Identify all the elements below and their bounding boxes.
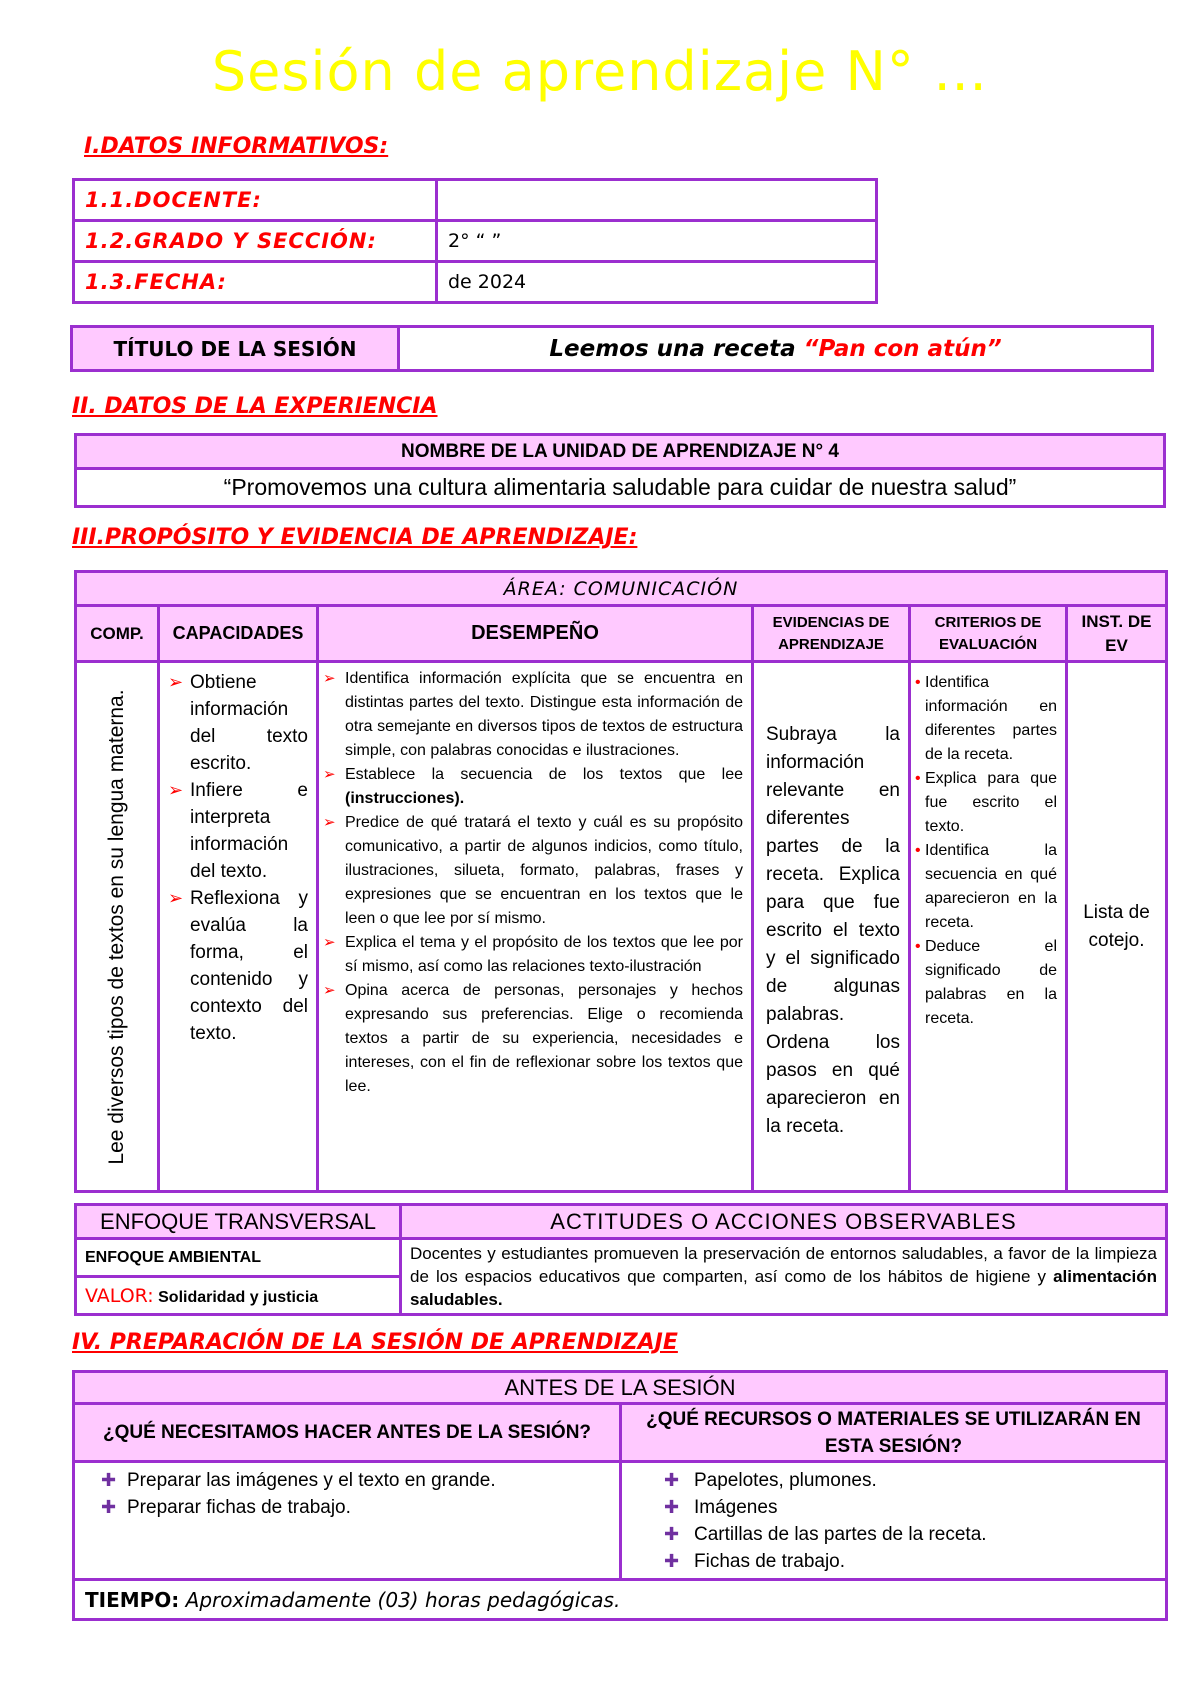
criterio-item: • Identifica información en diferentes partes de la receta. (915, 671, 1057, 767)
tiempo-cell (74, 1580, 1167, 1620)
desempeno-item: ➢ Identifica información explícita que se encuentra en distintas partes del texto. Distingue esta información de otra semejante en diversos tipos de textos de estructura simple, con palabras conocidas e ilustraciones. (323, 667, 743, 763)
valor-value: Solidaridad y justicia (158, 1288, 319, 1306)
evidencia-text: Subraya la información relevante en diferentes partes de la receta. Explica para que fue escrito el texto y el significado de algunas palabras. Ordena los pasos en qué aparecieron en la receta. (766, 724, 900, 1137)
session-title-table (70, 325, 1154, 372)
bullet-icon: • (915, 842, 921, 859)
col2-item: ✚ Imágenes (664, 1494, 1165, 1521)
fecha-label: 1.3.FECHA: (74, 262, 437, 303)
tiempo-label: TIEMPO: (85, 1587, 180, 1612)
col-capacidades: CAPACIDADES (159, 606, 318, 662)
bullet-icon: • (915, 770, 921, 787)
col2-item: ✚ Fichas de trabajo. (664, 1548, 1165, 1575)
bullet-arrow-icon: ✚ (664, 1497, 680, 1517)
arrow-icon: ➢ (323, 814, 336, 831)
capacidades-cell (159, 662, 318, 1192)
section-1-heading: I.DATOS INFORMATIVOS: (84, 134, 389, 159)
desempeno-item: ➢ Establece la secuencia de los textos que lee (instrucciones). (323, 763, 743, 811)
bullet-arrow-icon: ✚ (664, 1524, 680, 1544)
bullet-icon: • (915, 938, 921, 955)
bullet-arrow-icon: ✚ (664, 1551, 680, 1571)
area-header: ÁREA: COMUNICACIÓN (76, 572, 1167, 606)
unidad-name: “Promovemos una cultura alimentaria saludable para cuidar de nuestra salud” (76, 469, 1165, 507)
antes-header: ANTES DE LA SESIÓN (74, 1372, 1167, 1404)
desempeno-item: ➢ Opina acerca de personas, personajes y hechos expresando sus preferencias. Elige o recomienda textos a partir de su experiencia, necesidades e intereses, con el fin de reflexionar sobre los textos que lee. (323, 979, 743, 1099)
col-desempeno: DESEMPEÑO (318, 606, 753, 662)
arrow-icon: ➢ (168, 780, 184, 800)
grado-label: 1.2.GRADO Y SECCIÓN: (74, 221, 437, 262)
section-2-heading: II. DATOS DE LA EXPERIENCIA (72, 394, 438, 419)
proposito-table (74, 570, 1168, 1193)
docente-value (437, 180, 877, 221)
bullet-arrow-icon: ✚ (664, 1470, 680, 1490)
tiempo-value: Aproximadamente (03) horas pedagógicas. (185, 1587, 621, 1612)
preparacion-table (72, 1370, 1168, 1621)
desempeno-cell (318, 662, 753, 1192)
valor-label: VALOR: (85, 1284, 154, 1307)
actitudes-cell (401, 1239, 1167, 1315)
fecha-value: de 2024 (437, 262, 877, 303)
unidad-label: NOMBRE DE LA UNIDAD DE APRENDIZAJE N° 4 (76, 435, 1165, 469)
capacidad-item: ➢ Obtiene información del texto escrito. (168, 669, 308, 777)
col-inst: INST. DE EV (1067, 606, 1167, 662)
col1-header: ¿QUÉ NECESITAMOS HACER ANTES DE LA SESIÓN? (74, 1404, 621, 1462)
arrow-icon: ➢ (323, 670, 336, 687)
docente-label: 1.1.DOCENTE: (74, 180, 437, 221)
page-title: Sesión de aprendizaje N° … (211, 40, 989, 103)
desempeno-item: ➢ Explica el tema y el propósito de los textos que lee por sí mismo, así como las relaciones texto-ilustración (323, 931, 743, 979)
capacidad-item: ➢ Infiere e interpreta información del texto. (168, 777, 308, 885)
col2-item: ✚ Papelotes, plumones. (664, 1467, 1165, 1494)
arrow-icon: ➢ (323, 766, 336, 783)
session-title-value (399, 327, 1153, 371)
grado-value: 2° “ ” (437, 221, 877, 262)
bullet-arrow-icon: ✚ (101, 1470, 117, 1490)
col-comp: COMP. (76, 606, 159, 662)
criterio-item: • Explica para que fue escrito el texto. (915, 767, 1057, 839)
criterios-cell (910, 662, 1067, 1192)
competencia-text: Lee diversos tipos de textos en su lengua materna. (105, 688, 128, 1165)
arrow-icon: ➢ (323, 934, 336, 951)
datos-informativos-table (72, 178, 878, 304)
section-3-heading: III.PROPÓSITO Y EVIDENCIA DE APRENDIZAJE: (72, 525, 638, 550)
arrow-icon: ➢ (168, 672, 184, 692)
competencia-cell (76, 662, 159, 1192)
col1-item: ✚ Preparar fichas de trabajo. (101, 1494, 619, 1521)
actitudes-text: Docentes y estudiantes promueven la preservación de entornos saludables, a favor de la limpieza de los espacios educativos que comparten, así como de los hábitos de higiene y (410, 1244, 1157, 1286)
col2-item: ✚ Cartillas de las partes de la receta. (664, 1521, 1165, 1548)
session-title-label: TÍTULO DE LA SESIÓN (72, 327, 399, 371)
bullet-arrow-icon: ✚ (101, 1497, 117, 1517)
col-evidencias: EVIDENCIAS DE APRENDIZAJE (753, 606, 910, 662)
capacidad-item: ➢ Reflexiona y evalúa la forma, el contenido y contexto del texto. (168, 885, 308, 1047)
session-title-prefix: Leemos una receta (549, 335, 804, 362)
section-4-heading: IV. PREPARACIÓN DE LA SESIÓN DE APRENDIZAJE (72, 1330, 678, 1355)
enfoque-ambiental: ENFOQUE AMBIENTAL (76, 1239, 401, 1277)
col2-header: ¿QUÉ RECURSOS O MATERIALES SE UTILIZARÁN EN ESTA SESIÓN? (621, 1404, 1167, 1462)
instrumento-cell: Lista de cotejo. (1067, 662, 1167, 1192)
criterios-list (915, 671, 1057, 1031)
desempeno-list (323, 667, 743, 1099)
actitudes-header: ACTITUDES O ACCIONES OBSERVABLES (401, 1205, 1167, 1239)
col2-cell (621, 1462, 1167, 1580)
desempeno-item: ➢ Predice de qué tratará el texto y cuál es su propósito comunicativo, a partir de algunos indicios, como título, ilustraciones, silueta, formato, palabras, frases y expresiones que se encuentran en los textos que le leen o que lee por sí mismo. (323, 811, 743, 931)
enfoque-header: ENFOQUE TRANSVERSAL (76, 1205, 401, 1239)
session-title-highlight: “Pan con atún” (803, 335, 1002, 362)
arrow-icon: ➢ (323, 982, 336, 999)
capacidades-list (168, 669, 308, 1047)
bullet-icon: • (915, 674, 921, 691)
col1-item: ✚ Preparar las imágenes y el texto en grande. (101, 1467, 619, 1494)
valor-cell (76, 1277, 401, 1315)
evidencia-cell (753, 662, 910, 1192)
arrow-icon: ➢ (168, 888, 184, 908)
col1-list (101, 1467, 619, 1521)
unidad-table (74, 433, 1166, 508)
criterio-item: • Identifica la secuencia en qué aparecieron en la receta. (915, 839, 1057, 935)
actitudes-bold: alimentación saludables. (410, 1267, 1157, 1309)
col2-list (664, 1467, 1165, 1575)
enfoque-table (74, 1203, 1168, 1316)
criterio-item: • Deduce el significado de palabras en la receta. (915, 935, 1057, 1031)
col1-cell (74, 1462, 621, 1580)
col-criterios: CRITERIOS DE EVALUACIÓN (910, 606, 1067, 662)
